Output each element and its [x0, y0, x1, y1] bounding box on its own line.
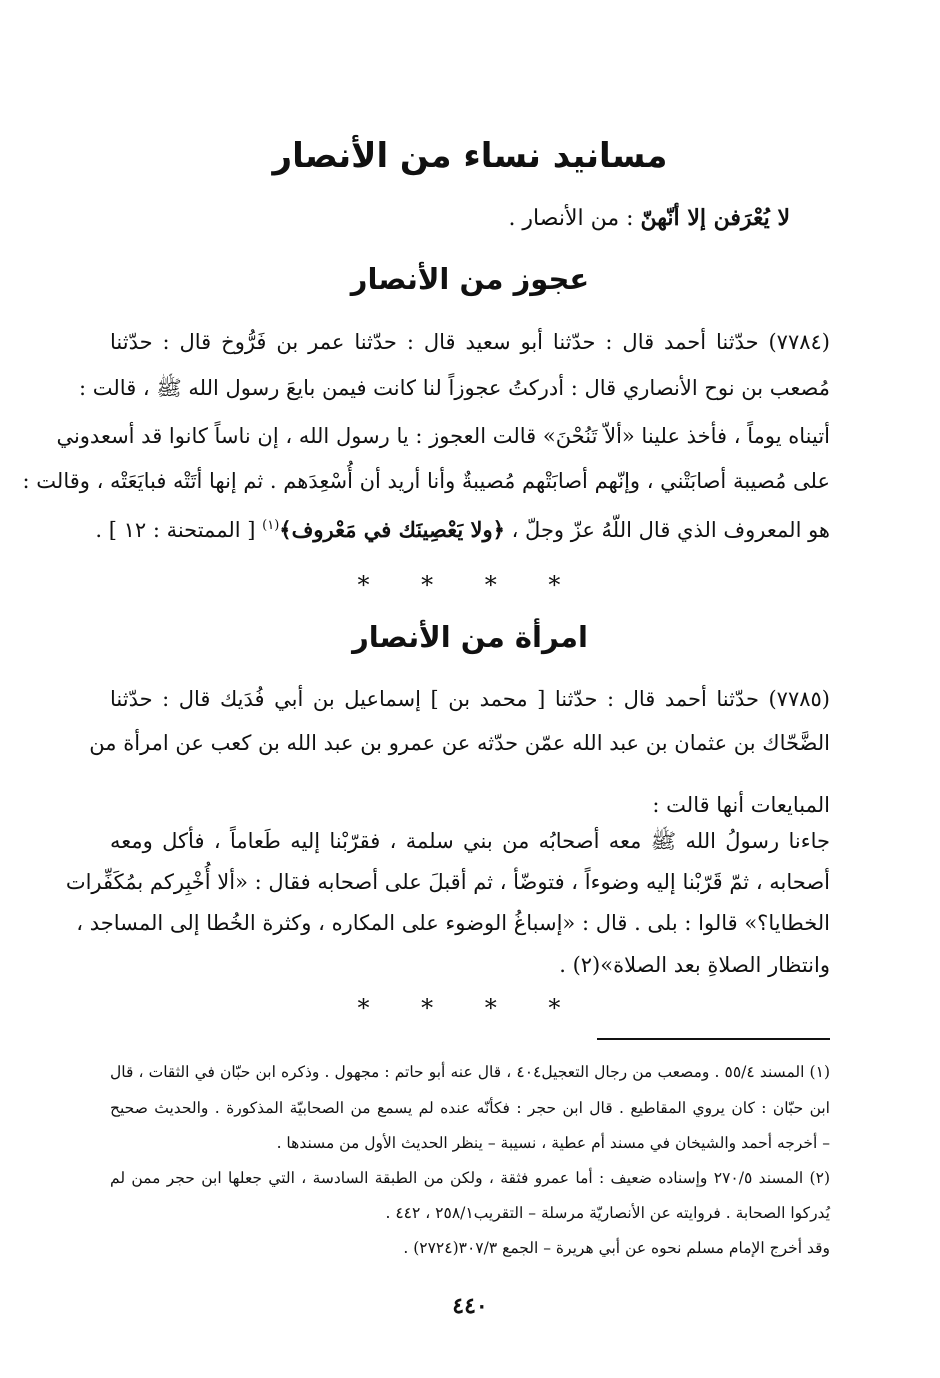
- footnote-line: يُدركوا الصحابة . فروايته عن الأنصاريّة مرسلة – التقريب٢٥٨/١ ، ٤٤٢ .: [385, 1204, 830, 1222]
- section2-line: وانتظار الصلاةِ بعد الصلاة»(٢) .: [559, 953, 830, 977]
- section2-line: جاءنا رسولُ الله ﷺ معه أصحابُه من بني سلمة ، فقرّبْنا إليه طَعاماً ، فأكل ومعه: [110, 829, 830, 853]
- section2-line: الضَّحّاك بن عثمان بن عبد الله عمّن حدّثه عن عمرو بن عبد الله بن كعب عن امرأة من: [89, 731, 830, 755]
- section2-line: الخطايا؟» قالوا : بلى . قال : «إسباغُ الوضوء على المكاره ، وكثرة الخُطا إلى المساجد ،: [76, 911, 830, 935]
- section1-heading: عجوز من الأنصار: [350, 262, 590, 296]
- section1-last-line: [95, 511, 830, 545]
- footnote-line: ابن حبّان : كان يروي المقاطيع . قال ابن حجر : فكأنّه عنده لم يسمع من الصحابيّة المذكورة . والحديث صحيح: [110, 1099, 830, 1117]
- verse-reference: [ الممتحنة : ١٢ ] .: [95, 518, 256, 542]
- footnote-line: – أخرجه أحمد والشيخان في مسند أم عطية ، نسيبة – ينظر الحديث الأول من مسندها .: [276, 1134, 830, 1152]
- section-divider-stars: * * * *: [357, 994, 583, 1022]
- footnote-separator: [597, 1038, 830, 1040]
- footnote-line: وقد أخرج الإمام مسلم نحوه عن أبي هريرة – الجمع ٣٠٧/٣(٢٧٢٤) .: [403, 1239, 830, 1257]
- footnote-mark: (١): [262, 518, 280, 533]
- intro-line: [508, 203, 790, 234]
- section2-line: (٧٧٨٥) حدّثنا أحمد قال : حدّثنا [ محمد بن ] إسماعيل بن أبي فُدَيك قال : حدّثنا: [110, 687, 830, 711]
- section1-line: مُصعب بن نوح الأنصاري قال : أدركتُ عجوزاً لنا كانت فيمن بايعَ رسول الله ﷺ ، قالت :: [79, 376, 830, 400]
- footnote-line: (٢) المسند ٢٧٠/٥ وإسناده ضعيف : أما عمرو فثقة ، ولكن من الطبقة السادسة ، التي جعلها ابن حجر ممن لم: [110, 1169, 830, 1187]
- section-divider-stars: * * * *: [357, 571, 583, 599]
- intro-rest: : من الأنصار .: [508, 206, 634, 231]
- page-title: مسانيد نساء من الأنصار: [272, 136, 668, 176]
- section1-line: أتيناه يوماً ، فأخذ علينا «ألاّ تَنُحْنَ» قالت العجوز : يا رسول الله ، إن ناساً كانوا قد أسعدوني: [56, 424, 830, 448]
- section1-line: (٧٧٨٤) حدّثنا أحمد قال : حدّثنا أبو سعيد قال : حدّثنا عمر بن فَرُّوخ قال : حدّثنا: [110, 330, 830, 354]
- page-number: ٤٤٠: [452, 1293, 488, 1319]
- hadith-text: هو المعروف الذي قال اللّهُ عزّ وجلّ ،: [511, 518, 830, 542]
- footnote-line: (١) المسند ٥٥/٤ . ومصعب من رجال التعجيل٤٠٤ ، قال عنه أبو حاتم : مجهول . وذكره ابن حبّان في الثقات ، قال: [110, 1063, 830, 1081]
- quran-verse: ﴿ولا يَعْصِينَك في مَعْروف﴾: [279, 517, 505, 542]
- section2-heading: امرأة من الأنصار: [352, 620, 588, 654]
- section1-line: على مُصيبة أصابَتْني ، وإنّهم أصابَتْهم مُصيبةٌ وأنا أريد أن أُسْعِدَهم . ثم إنها أتَتْه فبايَعَتْه ، وقالت :: [22, 469, 830, 493]
- section2-line: المبايعات أنها قالت :: [652, 793, 830, 817]
- intro-bold: لا يُعْرَفن إلا أنّهنّ: [640, 205, 790, 231]
- section2-line: أصحابه ، ثمّ قَرّبْنا إليه وضوءاً ، فتوضّأ ، ثم أقبلَ على أصحابه فقال : «ألا أُخْبِركم بمُكَفِّرات: [65, 870, 830, 894]
